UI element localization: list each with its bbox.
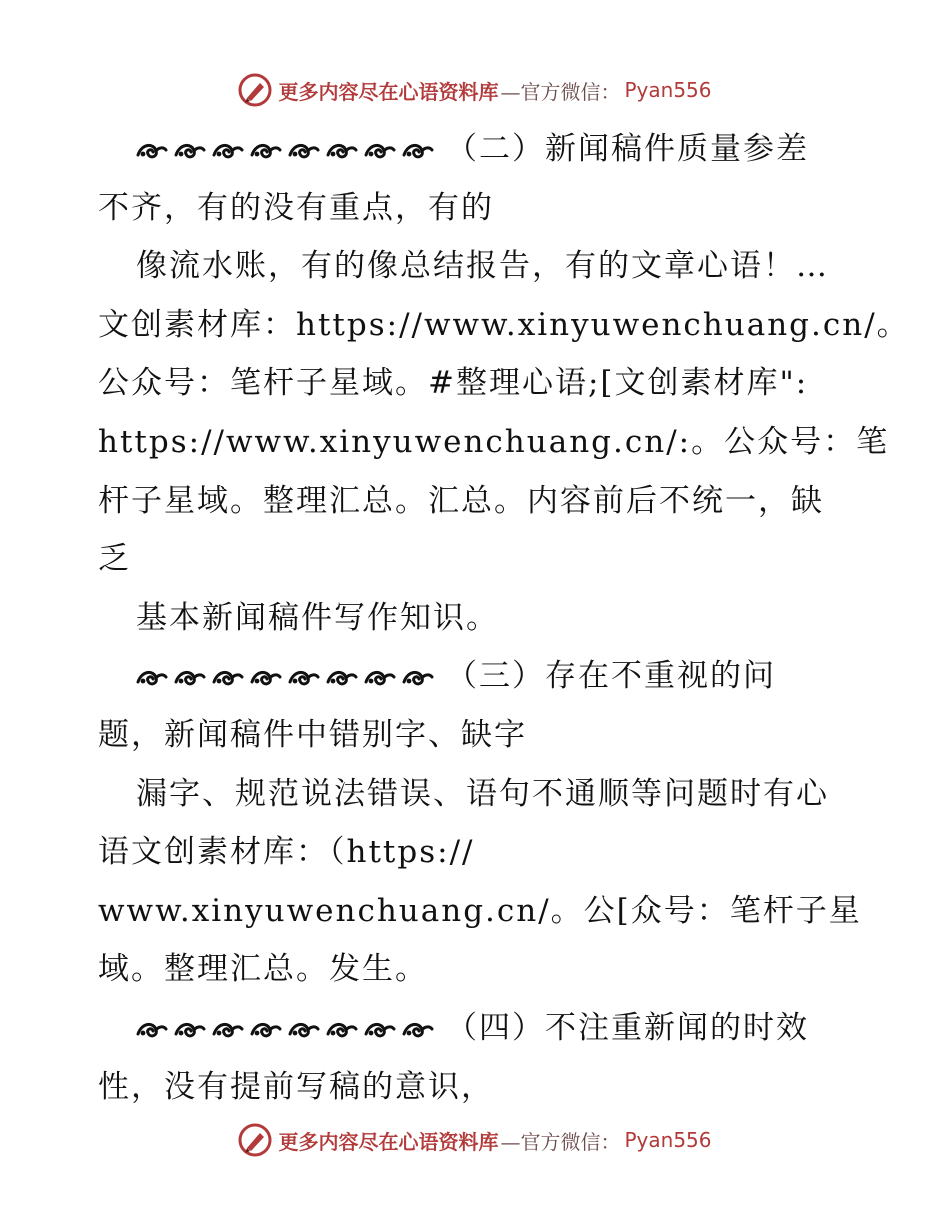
text-line: 文创素材库：https://www.xinyuwenchuang.cn/。	[98, 306, 910, 343]
text-line	[98, 120, 858, 179]
text-line: 题，新闻稿件中错别字、缺字	[98, 716, 527, 753]
ornament-divider-icon	[136, 137, 446, 163]
text-line	[98, 647, 858, 706]
text-line	[98, 999, 858, 1058]
text-line: 漏字、规范说法错误、语句不通顺等问题时有心	[136, 775, 829, 812]
pen-logo-icon	[238, 73, 272, 107]
section-heading-3: （三）存在不重视的问	[446, 658, 776, 695]
text-line: www.xinyuwenchuang.cn/。公[众号：笔杆子星	[98, 892, 862, 929]
text-line: 乏	[98, 541, 131, 578]
header-wechat-handle: Pyan556	[624, 78, 712, 102]
section-heading-4: （四）不注重新闻的时效	[446, 1009, 809, 1046]
header-banner	[0, 70, 950, 110]
ornament-divider-icon	[136, 664, 446, 690]
text-line: 域。整理汇总。发生。	[98, 951, 428, 988]
footer-wechat-handle: Pyan556	[624, 1128, 712, 1152]
text-line: 公众号：笔杆子星域。#整理心语;[文创素材库":	[98, 365, 809, 402]
text-line: 基本新闻稿件写作知识。	[136, 599, 499, 636]
ornament-divider-icon	[136, 1016, 446, 1042]
pen-logo-icon	[238, 1123, 272, 1157]
text-line: 像流水账，有的像总结报告，有的文章心语！…	[136, 248, 829, 285]
header-wechat-label: —官方微信：	[500, 79, 621, 104]
text-line: 杆子星域。整理汇总。汇总。内容前后不统一，缺	[98, 482, 824, 519]
text-line: 不齐，有的没有重点，有的	[98, 189, 494, 226]
text-line: 语文创素材库：（https://	[98, 834, 475, 871]
footer-wechat-label: —官方微信：	[500, 1129, 621, 1154]
footer-banner	[0, 1120, 950, 1160]
text-line: https://www.xinyuwenchuang.cn/:。公众号：笔	[98, 423, 890, 460]
body-text	[98, 120, 910, 1116]
header-brand-text: 更多内容尽在心语资料库	[278, 79, 499, 104]
text-line: 性，没有提前写稿的意识，	[98, 1068, 494, 1105]
footer-brand-text: 更多内容尽在心语资料库	[278, 1129, 499, 1154]
section-heading-2: （二）新闻稿件质量参差	[446, 131, 809, 167]
